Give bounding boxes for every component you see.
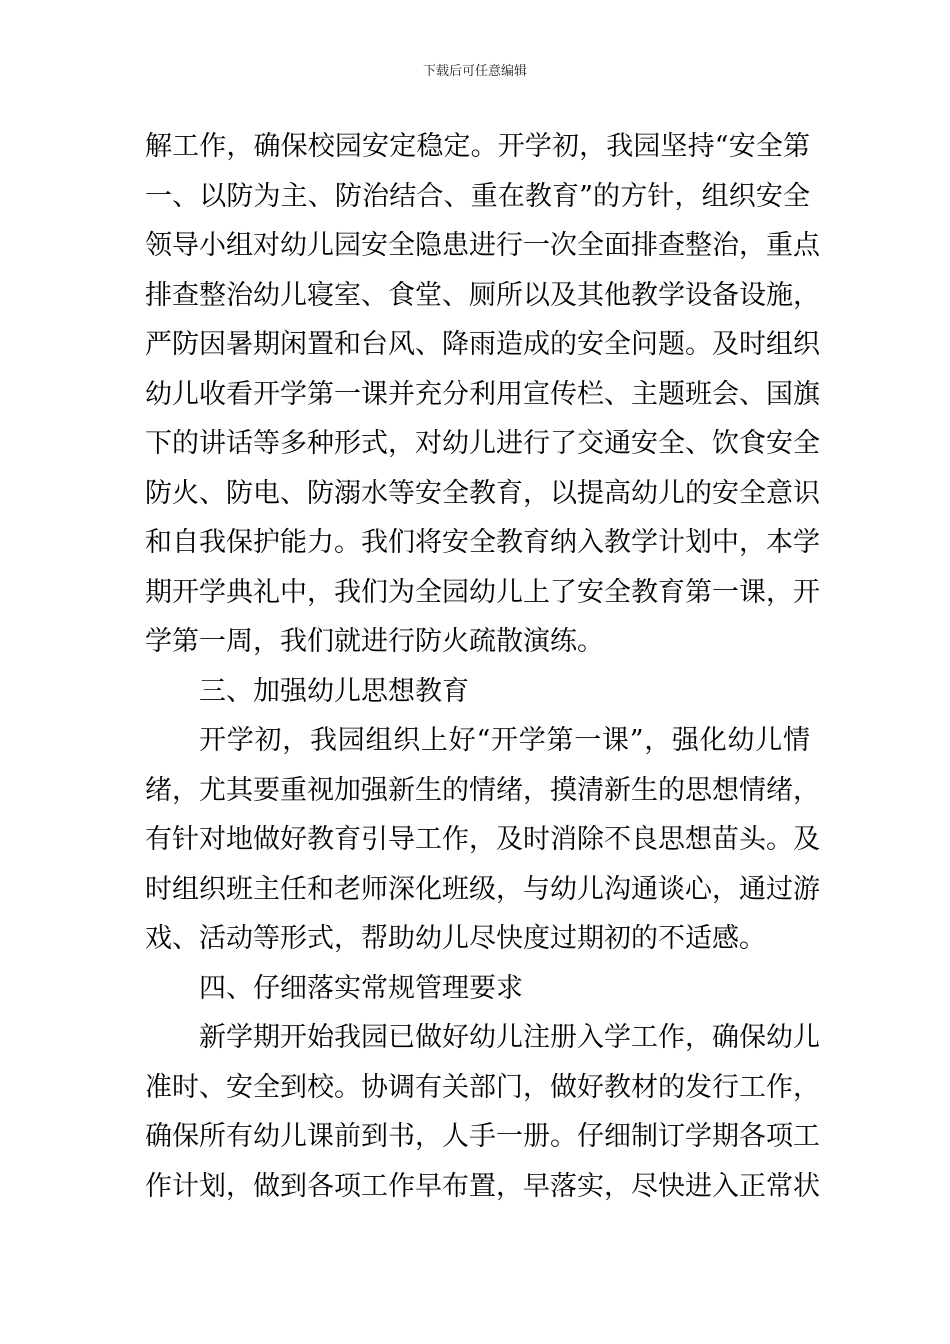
paragraph-line: 新学期开始我园已做好幼儿注册入学工作，确保幼儿	[199, 1022, 820, 1053]
page-header: 下载后可任意编辑	[422, 64, 527, 79]
paragraph-line: 准时、安全到校。协调有关部门，做好教材的发行工作，	[145, 1071, 820, 1103]
paragraph-line: 学第一周，我们就进行防火疏散演练。	[145, 626, 604, 657]
paragraph-line: 确保所有幼儿课前到书，人手一册。仔细制订学期各项工	[145, 1121, 820, 1152]
paragraph-line: 期开学典礼中，我们为全园幼儿上了安全教育第一课，开	[145, 576, 820, 608]
paragraph-line: 时组织班主任和老师深化班级，与幼儿沟通谈心，通过游	[145, 873, 820, 905]
paragraph-line: 防火、防电、防溺水等安全教育，以提高幼儿的安全意识	[145, 477, 820, 509]
paragraph-line: 下的讲话等多种形式，对幼儿进行了交通安全、饮食安全	[145, 428, 820, 459]
section-heading: 三、加强幼儿思想教育	[199, 675, 469, 707]
paragraph-line: 排查整治幼儿寝室、食堂、厕所以及其他教学设备设施，	[145, 279, 820, 311]
section-heading: 四、仔细落实常规管理要求	[199, 972, 523, 1004]
paragraph-line: 解工作，确保校园安定稳定。开学初，我园坚持“安全第	[145, 131, 810, 162]
paragraph-line: 领导小组对幼儿园安全隐患进行一次全面排查整治，重点	[145, 230, 820, 261]
paragraph-line: 绪，尤其要重视加强新生的情绪，摸清新生的思想情绪，	[145, 774, 820, 806]
paragraph-line: 严防因暑期闲置和台风、降雨造成的安全问题。及时组织	[145, 329, 820, 360]
paragraph-line: 开学初，我园组织上好“开学第一课”，强化幼儿情	[199, 725, 810, 756]
paragraph-line: 有针对地做好教育引导工作，及时消除不良思想苗头。及	[145, 824, 820, 855]
paragraph-line: 戏、活动等形式，帮助幼儿尽快度过期初的不适感。	[145, 923, 766, 954]
paragraph-line: 和自我保护能力。我们将安全教育纳入教学计划中，本学	[145, 527, 820, 558]
document-body	[145, 122, 820, 1211]
paragraph-line: 一、以防为主、防治结合、重在教育”的方针，组织安全	[145, 180, 810, 212]
paragraph-line: 幼儿收看开学第一课并充分利用宣传栏、主题班会、国旗	[145, 378, 820, 410]
paragraph-line: 作计划，做到各项工作早布置，早落实，尽快进入正常状	[145, 1170, 820, 1202]
